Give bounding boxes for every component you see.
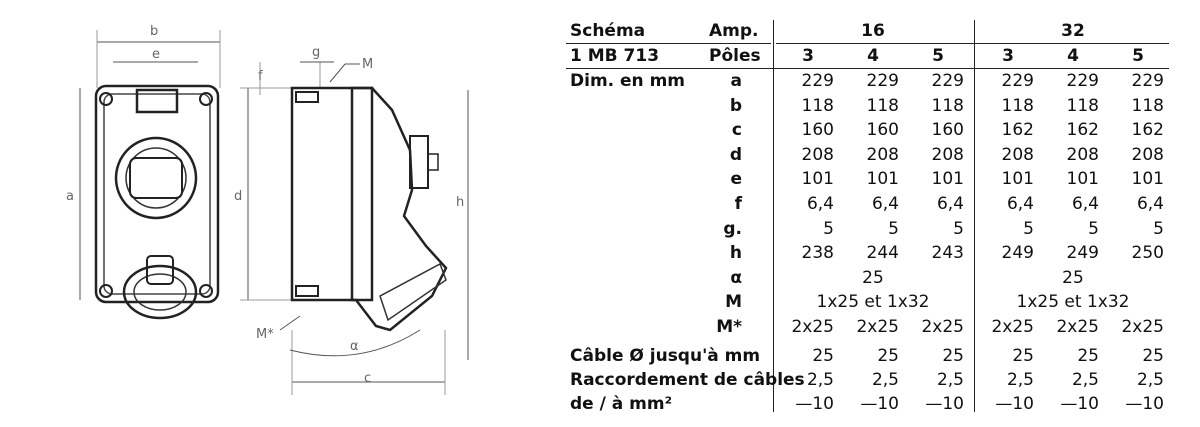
amp-group-16: 16	[861, 21, 885, 41]
label-e: e	[152, 47, 160, 62]
table-cell: 2x25	[791, 317, 834, 337]
table-cell: 101	[801, 169, 834, 190]
pole-header: 5	[932, 46, 944, 66]
table-cell: 160	[866, 120, 899, 141]
table-cell: 25	[812, 346, 834, 366]
table-span-cell: 1x25 et 1x32	[816, 292, 930, 313]
table-cell: 2,5	[1006, 370, 1034, 390]
table-cell: 6,4	[1006, 194, 1034, 214]
table-cell: 249	[1066, 243, 1099, 264]
table-cell: 5	[823, 218, 834, 239]
table-cell: 101	[1001, 169, 1034, 190]
label-b: b	[150, 24, 159, 39]
pole-header: 4	[867, 46, 879, 66]
table-cell: 244	[866, 243, 899, 264]
table-cell: 2x25	[856, 317, 899, 337]
row-label: d	[729, 144, 742, 165]
table-cell: 25	[877, 346, 899, 366]
table-cell: 101	[1066, 169, 1099, 190]
table-cell: 2x25	[991, 317, 1034, 337]
table-cell: 2,5	[1136, 370, 1164, 390]
label-a: a	[66, 189, 74, 204]
row-label: a	[730, 71, 742, 91]
table-span-cell: 25	[862, 267, 884, 288]
table-cell: 162	[1131, 120, 1164, 141]
table-cell: —10	[1125, 394, 1164, 414]
table-cell: 5	[953, 218, 964, 239]
table-cell: 118	[801, 95, 834, 116]
table-cell: 229	[1001, 71, 1034, 91]
row-label: c	[731, 120, 742, 141]
table-cell: 229	[931, 71, 964, 91]
table-cell: 25	[1012, 346, 1034, 366]
table-cell: 101	[931, 169, 964, 190]
table-cell: 2,5	[936, 370, 964, 390]
label-M: M	[362, 57, 374, 72]
table-span-cell: 1x25 et 1x32	[1016, 292, 1130, 313]
table-cell: 5	[888, 218, 899, 239]
table-cell: 208	[1131, 144, 1164, 165]
table-cell: 160	[801, 120, 834, 141]
table-cell: 6,4	[1136, 194, 1164, 214]
pole-header: 3	[802, 46, 814, 66]
table-cell: 118	[866, 95, 899, 116]
table-cell: 2,5	[806, 370, 834, 390]
table-cell: 2x25	[1056, 317, 1099, 337]
pole-header: 5	[1132, 46, 1144, 66]
table-cell: 229	[801, 71, 834, 91]
table-cell: 5	[1088, 218, 1099, 239]
table-cell: —10	[1060, 394, 1099, 414]
row-label: M*	[716, 317, 742, 337]
table-cell: 2x25	[921, 317, 964, 337]
model-number: 1 MB 713	[570, 46, 660, 66]
rule	[566, 43, 771, 44]
table-cell: 162	[1066, 120, 1099, 141]
table-cell: 6,4	[936, 194, 964, 214]
connection-label-1: Raccordement de câbles	[570, 370, 805, 390]
label-f: f	[258, 69, 263, 84]
table-cell: 25	[1142, 346, 1164, 366]
label-Mstar: M*	[256, 327, 274, 342]
table-cell: —10	[995, 394, 1034, 414]
table-cell: 6,4	[806, 194, 834, 214]
table-cell: 118	[1066, 95, 1099, 116]
table-cell: 2x25	[1121, 317, 1164, 337]
table-cell: 6,4	[1071, 194, 1099, 214]
table-cell: 229	[1131, 71, 1164, 91]
table-span-cell: 25	[1062, 267, 1084, 288]
row-label: α	[730, 267, 742, 288]
table-cell: —10	[860, 394, 899, 414]
table-cell: 118	[931, 95, 964, 116]
table-cell: 229	[1066, 71, 1099, 91]
rule	[566, 68, 1169, 69]
table-cell: 118	[1001, 95, 1034, 116]
row-label: g.	[723, 218, 742, 239]
table-cell: 208	[931, 144, 964, 165]
table-cell: 249	[1001, 243, 1034, 264]
label-alpha: α	[350, 339, 359, 354]
table-cell: 118	[1131, 95, 1164, 116]
row-label: M	[725, 292, 742, 313]
amp-group-32: 32	[1061, 21, 1085, 41]
poles-label: Pôles	[709, 46, 761, 66]
table-cell: 243	[931, 243, 964, 264]
row-label: b	[729, 95, 742, 116]
label-g: g	[312, 45, 321, 60]
table-cell: —10	[925, 394, 964, 414]
table-cell: 25	[1077, 346, 1099, 366]
pole-header: 3	[1002, 46, 1014, 66]
table-cell: 162	[1001, 120, 1034, 141]
table-cell: 208	[1001, 144, 1034, 165]
connection-label-2: de / à mm²	[570, 394, 673, 414]
label-c: c	[364, 371, 372, 386]
label-d: d	[234, 189, 243, 204]
table-cell: 160	[931, 120, 964, 141]
table-cell: 229	[866, 71, 899, 91]
table-cell: 238	[801, 243, 834, 264]
table-cell: —10	[795, 394, 834, 414]
table-cell: 101	[1131, 169, 1164, 190]
table-cell: 208	[866, 144, 899, 165]
cable-label: Câble Ø jusqu'à mm	[570, 346, 761, 366]
label-h: h	[456, 195, 465, 210]
schema-label: Schéma	[570, 21, 646, 41]
table-cell: 208	[1066, 144, 1099, 165]
row-label: e	[730, 169, 742, 190]
table-cell: 5	[1023, 218, 1034, 239]
table-cell: 5	[1153, 218, 1164, 239]
table-cell: 101	[866, 169, 899, 190]
pole-header: 4	[1067, 46, 1079, 66]
table-cell: 2,5	[871, 370, 899, 390]
table-cell: 208	[801, 144, 834, 165]
dim-label: Dim. en mm	[570, 71, 686, 91]
amp-label: Amp.	[709, 21, 759, 41]
table-cell: 2,5	[1071, 370, 1099, 390]
table-cell: 6,4	[871, 194, 899, 214]
table-cell: 25	[942, 346, 964, 366]
row-label: f	[734, 194, 742, 214]
rule	[776, 43, 1169, 44]
table-cell: 250	[1131, 243, 1164, 264]
row-label: h	[729, 243, 742, 264]
